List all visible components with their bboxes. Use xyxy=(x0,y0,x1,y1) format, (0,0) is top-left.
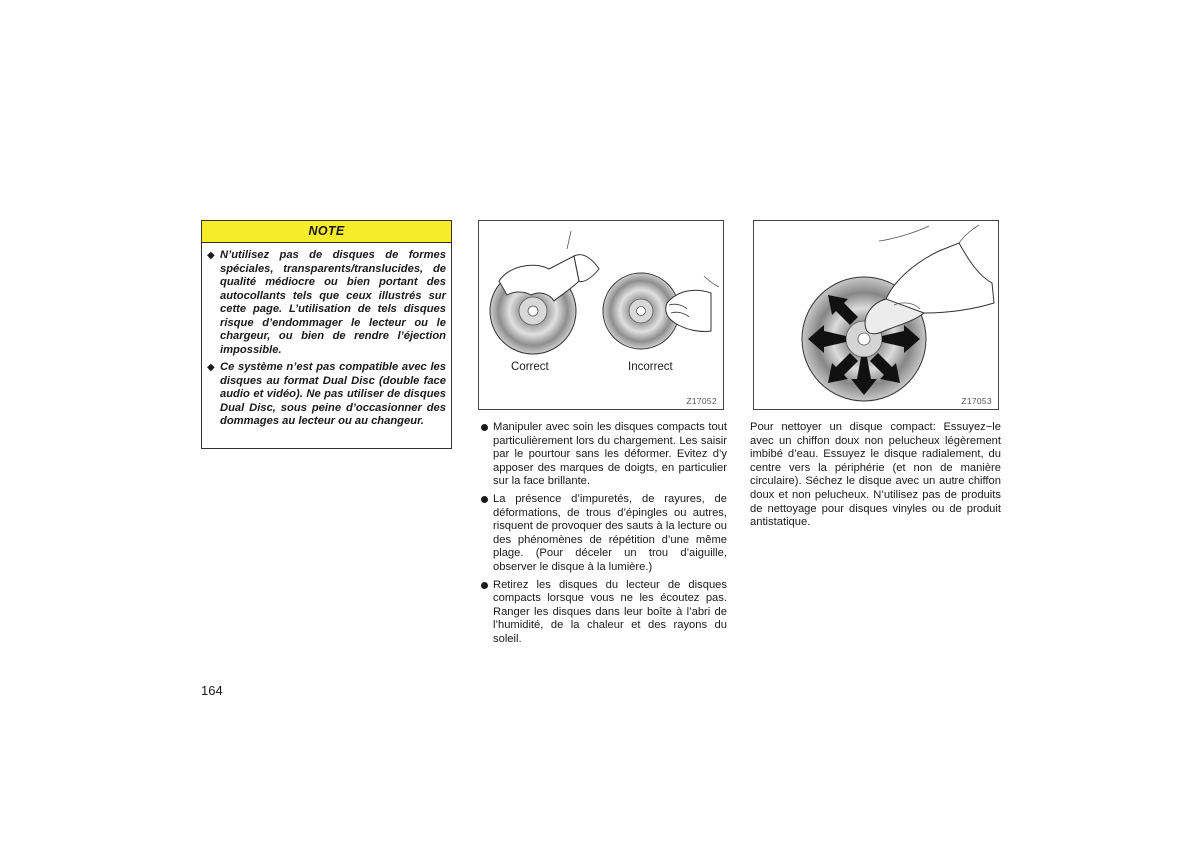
figure-code: Z17052 xyxy=(686,396,717,406)
diamond-bullet-icon: ◆ xyxy=(207,250,215,261)
cloth-hand-icon xyxy=(865,225,994,334)
bullet-dot-icon xyxy=(481,496,488,503)
diamond-bullet-icon: ◆ xyxy=(207,362,215,373)
note-item-text: Ce système n’est pas compatible avec les disques au format Dual Disc (double face audio et vidéo). Ne pas utiliser de disques Dual Disc, sous peine d’occasionner des dommages au lecteur ou au changeur. xyxy=(220,361,446,427)
disc-handling-illustration xyxy=(479,221,725,411)
list-item xyxy=(480,421,727,489)
caption-correct: Correct xyxy=(511,361,549,373)
note-item xyxy=(202,361,451,429)
bullet-dot-icon xyxy=(481,582,488,589)
list-item xyxy=(480,579,727,647)
bullet-dot-icon xyxy=(481,424,488,431)
figure-code: Z17053 xyxy=(961,396,992,406)
disc-cleaning-illustration xyxy=(754,221,1000,411)
note-item-text: N’utilisez pas de disques de formes spéciales, transparents/translucides, de qualité médiocre ou bien portant des autocollants tels que ceux illustrés sur cette page. L’utilisation de tels disques risque d’endommager le lecteur ou le chargeur, ou bien de rendre l’éjection impossible. xyxy=(220,249,446,356)
cleaning-instructions: Pour nettoyer un disque compact: Essuyez−le avec un chiffon doux non pelucheux légèrement imbibé d’eau. Essuyez le disque radialement, du centre vers la périphérie (et non de manière circulaire). Séchez le disque avec un autre chiffon doux et non pelucheux. N’utilisez pas de produits de nettoyage pour disques vinyles ou de produit antistatique. xyxy=(750,421,1001,529)
disc-cleaning-figure xyxy=(753,220,999,410)
list-item-text: Manipuler avec soin les disques compacts tout particulièrement lors du chargement. Les saisir par le pourtour sans les déformer. Evitez d’y apposer des marques de doigts, en particulier sur la face brillante. xyxy=(493,421,727,488)
correct-disc-icon xyxy=(490,231,599,354)
note-title: NOTE xyxy=(202,221,451,243)
note-item xyxy=(202,249,451,357)
list-item-text: Retirez les disques du lecteur de disques compacts lorsque vous ne les écoutez pas. Ranger les disques dans leur boîte à l’abri de l’humidité, de la chaleur et des rayons du soleil. xyxy=(493,578,727,645)
incorrect-disc-icon xyxy=(603,273,719,349)
disc-handling-figure xyxy=(478,220,724,410)
caption-incorrect: Incorrect xyxy=(628,361,673,373)
handling-instructions xyxy=(480,421,727,651)
list-item-text: La présence d’impuretés, de rayures, de déformations, de trous d’épingles ou autres, risquent de provoquer des sauts à la lecture ou des phénomènes de répétition d’une même plage. (Pour déceler un trou d’aiguille, observer le disque à la lumière.) xyxy=(493,492,727,573)
note-box xyxy=(201,220,452,449)
list-item xyxy=(480,493,727,575)
page-number: 164 xyxy=(201,683,223,698)
